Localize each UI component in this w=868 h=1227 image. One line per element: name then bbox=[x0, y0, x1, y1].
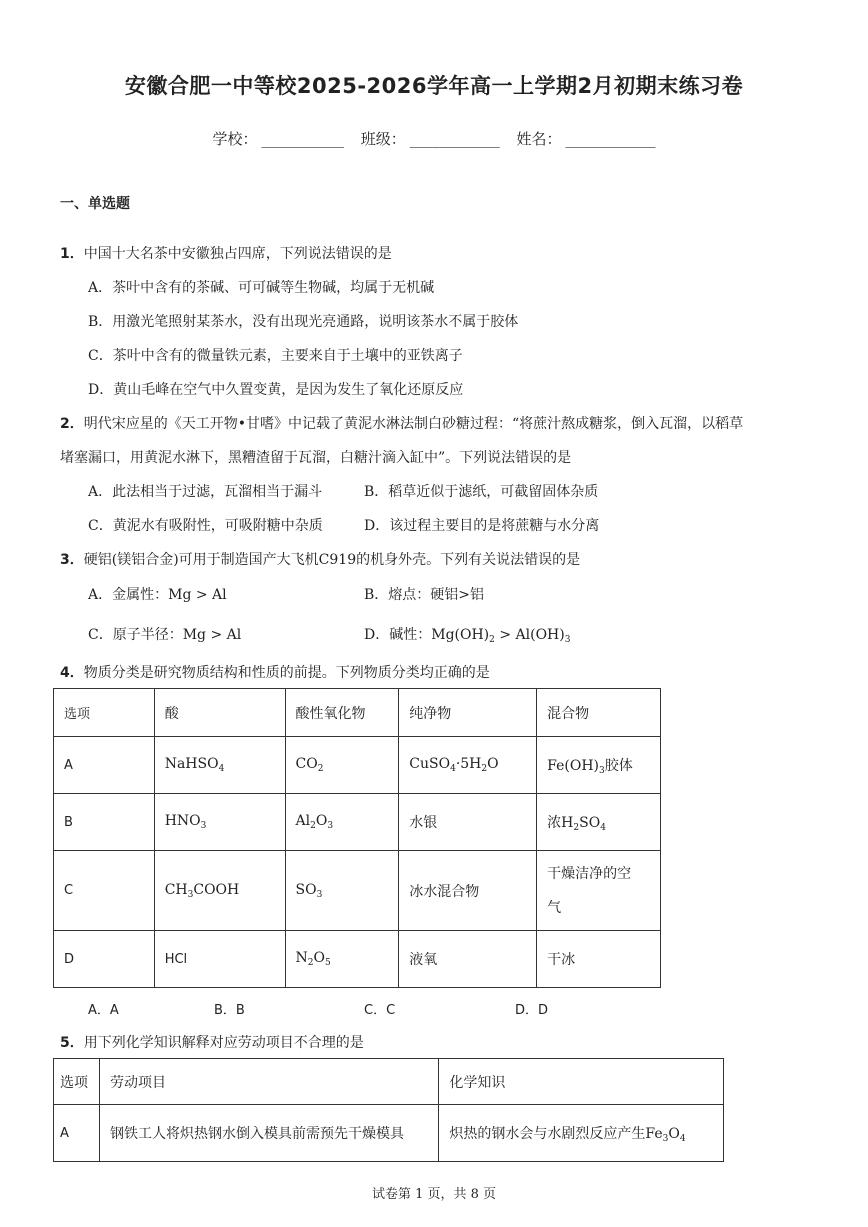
subscript: 5 bbox=[325, 958, 331, 968]
header-cell: 酸 bbox=[154, 689, 285, 737]
question-text: 明代宋应星的《天工开物•甘嗜》中记载了黄泥水淋法制白砂糖过程：“将蔗汁熬成糖浆，倒入瓦溜，以稻草 bbox=[83, 416, 744, 432]
formula: Fe(OH) bbox=[547, 757, 600, 774]
table-header-row bbox=[54, 689, 661, 737]
subscript: 4 bbox=[679, 1133, 686, 1144]
header-cell: 酸性氧化物 bbox=[285, 689, 399, 737]
subscript: 3 bbox=[187, 889, 194, 900]
cell-mixture: 干冰 bbox=[537, 931, 661, 988]
exam-title: 安徽合肥一中等校2025-2026学年高一上学期2月初期末练习卷 bbox=[124, 74, 744, 98]
cell-acid bbox=[154, 794, 285, 851]
mixture-line-1: 干燥洁净的空 bbox=[547, 865, 632, 882]
cell-oxide bbox=[285, 931, 399, 988]
formula: CH bbox=[164, 881, 188, 898]
question-1-stem bbox=[60, 243, 392, 263]
knowledge-text: 炽热的钢水会与水剧烈反应产生Fe bbox=[449, 1125, 663, 1142]
question-3-stem bbox=[60, 549, 580, 569]
question-number: 3． bbox=[60, 552, 84, 568]
q3-option-b: B．熔点：硬铝>铝 bbox=[364, 587, 485, 603]
cell-acid bbox=[154, 851, 285, 931]
q2-option-a: A．此法相当于过滤，瓦溜相当于漏斗 bbox=[88, 484, 323, 500]
formula: 胶体 bbox=[604, 757, 633, 774]
header-cell: 化学知识 bbox=[439, 1059, 724, 1105]
q4-answer-d: D．D bbox=[515, 1003, 549, 1018]
q3-option-a bbox=[88, 584, 227, 604]
page-footer: 试卷第 1 页，共 8 页 bbox=[371, 1187, 497, 1202]
option-label: C．原子半径： bbox=[88, 627, 183, 643]
option-formula: Mg > Al bbox=[168, 587, 227, 603]
formula: O bbox=[313, 950, 326, 966]
option-label: A．金属性： bbox=[88, 587, 169, 603]
subscript: 2 bbox=[307, 958, 314, 968]
question-2-stem-line2: 堵塞漏口，用黄泥水淋下，黑糟渣留于瓦溜，白糖汁滴入缸中”。下列说法错误的是 bbox=[60, 450, 572, 466]
cell-mixture bbox=[537, 737, 661, 794]
cell-acid: HCl bbox=[154, 931, 285, 988]
table-row bbox=[54, 1105, 724, 1162]
question-5-stem bbox=[60, 1032, 364, 1052]
subscript: 3 bbox=[316, 889, 323, 900]
question-number: 4． bbox=[60, 665, 84, 681]
subscript: 3 bbox=[200, 821, 207, 831]
question-text: 中国十大名茶中安徽独占四席，下列说法错误的是 bbox=[83, 246, 392, 262]
q2-option-d: D．该过程主要目的是将蔗糖与水分离 bbox=[364, 518, 600, 534]
cell-pure: 水银 bbox=[399, 794, 537, 851]
q4-answer-c: C．C bbox=[364, 1003, 396, 1018]
formula: CuSO bbox=[409, 756, 451, 772]
subscript: 2 bbox=[573, 822, 580, 833]
q2-option-c: C．黄泥水有吸附性，可吸附糖中杂质 bbox=[88, 518, 323, 534]
subscript: 4 bbox=[600, 822, 606, 833]
cell-mixture bbox=[537, 851, 661, 931]
cell-acid bbox=[154, 737, 285, 794]
cell-option: A bbox=[54, 737, 155, 794]
cell-task: 钢铁工人将炽热钢水倒入模具前需预先干燥模具 bbox=[99, 1105, 438, 1162]
mixture-line-2: 气 bbox=[547, 899, 562, 916]
formula: HNO bbox=[164, 813, 201, 829]
school-blank[interactable]: ___________ bbox=[261, 130, 344, 148]
school-label: 学校： bbox=[212, 130, 258, 148]
formula: O bbox=[487, 756, 499, 772]
cell-pure: 冰水混合物 bbox=[399, 851, 537, 931]
cell-pure bbox=[399, 737, 537, 794]
formula: SO bbox=[295, 881, 317, 898]
header-cell: 混合物 bbox=[537, 689, 661, 737]
table-row bbox=[54, 794, 661, 851]
cell-option: A bbox=[54, 1105, 100, 1162]
subscript: 2 bbox=[489, 635, 495, 645]
subscript: 2 bbox=[317, 764, 324, 774]
q1-option-d: D．黄山毛峰在空气中久置变黄，是因为发生了氧化还原反应 bbox=[88, 382, 464, 398]
q4-classification-table bbox=[53, 688, 661, 988]
question-number: 2． bbox=[60, 416, 84, 432]
formula: ·5H bbox=[455, 756, 482, 772]
question-2-stem-line1 bbox=[60, 413, 743, 433]
table-row bbox=[54, 851, 661, 931]
question-number: 1． bbox=[60, 246, 84, 262]
subscript: 3 bbox=[662, 1133, 669, 1144]
subscript: 2 bbox=[310, 821, 316, 831]
question-text: 硬铝(镁铝合金)可用于制造国产大飞机C919的机身外壳。下列有关说法错误的是 bbox=[83, 552, 581, 568]
option-label: D．碱性： bbox=[364, 627, 432, 643]
name-blank[interactable]: ____________ bbox=[565, 130, 656, 148]
table-header-row bbox=[54, 1059, 724, 1105]
subscript: 3 bbox=[564, 635, 571, 645]
cell-option: B bbox=[54, 794, 155, 851]
table-row bbox=[54, 931, 661, 988]
q1-option-c: C．茶叶中含有的微量铁元素，主要来自于土壤中的亚铁离子 bbox=[88, 348, 463, 364]
question-text: 用下列化学知识解释对应劳动项目不合理的是 bbox=[83, 1035, 364, 1051]
header-cell: 劳动项目 bbox=[99, 1059, 438, 1105]
cell-oxide bbox=[285, 737, 399, 794]
formula: 浓H bbox=[547, 814, 574, 831]
cell-option: D bbox=[54, 931, 155, 988]
formula: CO bbox=[295, 756, 318, 772]
header-cell: 纯净物 bbox=[399, 689, 537, 737]
option-formula: Mg(OH) bbox=[431, 627, 490, 643]
header-cell: 选项 bbox=[54, 689, 155, 737]
cell-pure: 液氧 bbox=[399, 931, 537, 988]
class-blank[interactable]: ____________ bbox=[409, 130, 500, 148]
cell-oxide bbox=[285, 794, 399, 851]
option-formula: > Al(OH) bbox=[494, 627, 565, 643]
q1-option-b: B．用激光笔照射某茶水，没有出现光亮通路，说明该茶水不属于胶体 bbox=[88, 314, 519, 330]
q4-answer-a: A．A bbox=[88, 1003, 119, 1018]
formula: Al bbox=[295, 813, 311, 829]
q5-labor-table bbox=[53, 1058, 724, 1162]
name-label: 姓名： bbox=[516, 130, 562, 148]
table-row bbox=[54, 737, 661, 794]
subscript: 2 bbox=[481, 764, 488, 774]
q2-option-b: B．稻草近似于滤纸，可截留固体杂质 bbox=[364, 484, 599, 500]
class-label: 班级： bbox=[360, 130, 406, 148]
question-text: 物质分类是研究物质结构和性质的前提。下列物质分类均正确的是 bbox=[83, 665, 490, 681]
formula: O bbox=[668, 1125, 680, 1142]
question-number: 5． bbox=[60, 1035, 84, 1051]
formula: N bbox=[295, 950, 308, 966]
formula: SO bbox=[579, 814, 601, 831]
subscript: 3 bbox=[327, 821, 334, 831]
q3-option-c bbox=[88, 624, 241, 644]
subscript: 4 bbox=[450, 764, 456, 774]
cell-oxide bbox=[285, 851, 399, 931]
cell-knowledge bbox=[439, 1105, 724, 1162]
subscript: 4 bbox=[218, 764, 225, 774]
section-heading: 一、单选题 bbox=[60, 196, 130, 212]
cell-mixture bbox=[537, 794, 661, 851]
header-cell: 选项 bbox=[54, 1059, 100, 1105]
student-info-line bbox=[0, 128, 868, 149]
formula: NaHSO bbox=[164, 756, 219, 772]
question-4-stem bbox=[60, 662, 490, 682]
subscript: 3 bbox=[599, 765, 605, 776]
formula: COOH bbox=[193, 881, 240, 898]
q3-option-d bbox=[364, 624, 570, 645]
q1-option-a: A．茶叶中含有的茶碱、可可碱等生物碱，均属于无机碱 bbox=[88, 280, 435, 296]
q4-answer-b: B．B bbox=[214, 1003, 245, 1018]
cell-option: C bbox=[54, 851, 155, 931]
option-formula: Mg > Al bbox=[182, 627, 242, 643]
formula: O bbox=[315, 813, 328, 829]
